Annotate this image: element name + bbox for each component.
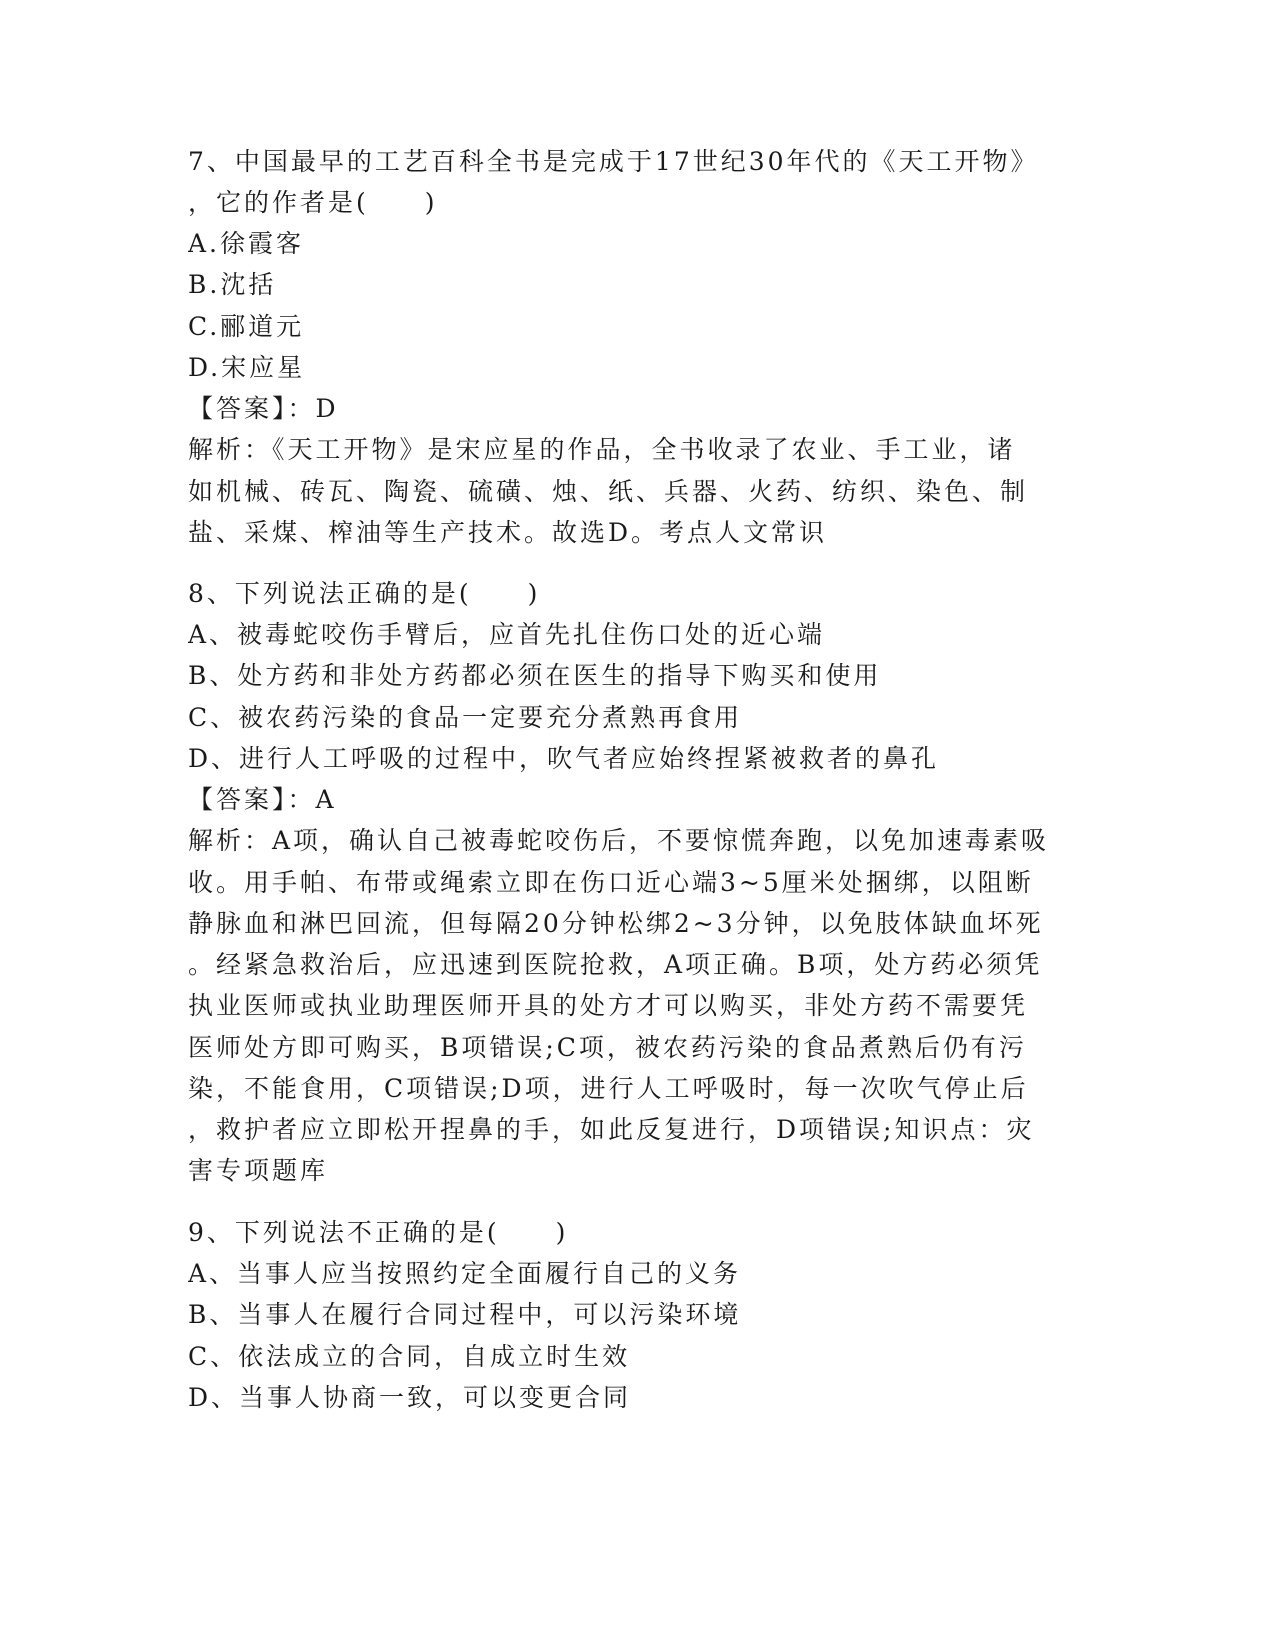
- question-7-analysis-line-1: 解析：《天工开物》是宋应星的作品，全书收录了农业、手工业，诸: [188, 435, 1016, 464]
- question-7-option-b: B.沈括: [188, 270, 277, 299]
- question-8-answer: 【答案】：A: [188, 785, 337, 814]
- question-7-analysis-line-3: 盐、采煤、榨油等生产技术。故选D。考点人文常识: [188, 518, 828, 547]
- question-9-stem: 9、下列说法不正确的是( ): [188, 1218, 569, 1247]
- question-8-analysis-line-3: 静脉血和淋巴回流，但每隔20分钟松绑2~3分钟，以免肢体缺血坏死: [188, 909, 1044, 938]
- question-8-analysis-line-9: 害专项题库: [188, 1156, 329, 1185]
- question-7-option-a: A.徐霞客: [188, 229, 305, 258]
- question-8-option-c: C、被农药污染的食品一定要充分煮熟再食用: [188, 703, 743, 732]
- question-9-option-a: A、当事人应当按照约定全面履行自己的义务: [188, 1259, 742, 1288]
- question-7-option-d: D.宋应星: [188, 353, 306, 382]
- question-7-option-c: C.郦道元: [188, 312, 305, 341]
- question-8-analysis-line-4: 。经紧急救治后，应迅速到医院抢救，A项正确。B项，处方药必须凭: [188, 950, 1043, 979]
- question-9-option-d: D、当事人协商一致，可以变更合同: [188, 1383, 632, 1412]
- question-9-option-c: C、依法成立的合同，自成立时生效: [188, 1342, 631, 1371]
- question-8-option-b: B、处方药和非处方药都必须在医生的指导下购买和使用: [188, 661, 882, 690]
- question-8-analysis-line-7: 染，不能食用，C项错误;D项，进行人工呼吸时，每一次吹气停止后: [188, 1074, 1029, 1103]
- question-8-stem: 8、下列说法正确的是( ): [188, 579, 541, 608]
- question-7-analysis-line-2: 如机械、砖瓦、陶瓷、硫磺、烛、纸、兵器、火药、纺织、染色、制: [188, 477, 1029, 506]
- question-8-analysis-line-6: 医师处方即可购买，B项错误;C项，被农药污染的食品煮熟后仍有污: [188, 1033, 1027, 1062]
- question-8-analysis-line-1: 解析：A项，确认自己被毒蛇咬伤后，不要惊慌奔跑，以免加速毒素吸: [188, 826, 1050, 855]
- question-8-analysis-line-5: 执业医师或执业助理医师开具的处方才可以购买，非处方药不需要凭: [188, 991, 1029, 1020]
- question-9-option-b: B、当事人在履行合同过程中，可以污染环境: [188, 1300, 742, 1329]
- question-7-answer: 【答案】：D: [188, 394, 339, 423]
- question-8-option-d: D、进行人工呼吸的过程中，吹气者应始终捏紧被救者的鼻孔: [188, 744, 940, 773]
- question-8-analysis-line-8: ，救护者应立即松开捏鼻的手，如此反复进行，D项错误;知识点：灾: [188, 1115, 1035, 1144]
- question-7-stem-line-1: 7、中国最早的工艺百科全书是完成于17世纪30年代的《天工开物》: [188, 147, 1039, 176]
- question-8-analysis-line-2: 收。用手帕、布带或绳索立即在伤口近心端3~5厘米处捆绑，以阻断: [188, 868, 1034, 897]
- question-7-stem-line-2: ，它的作者是( ): [188, 188, 438, 217]
- question-8-option-a: A、被毒蛇咬伤手臂后，应首先扎住伤口处的近心端: [188, 620, 826, 649]
